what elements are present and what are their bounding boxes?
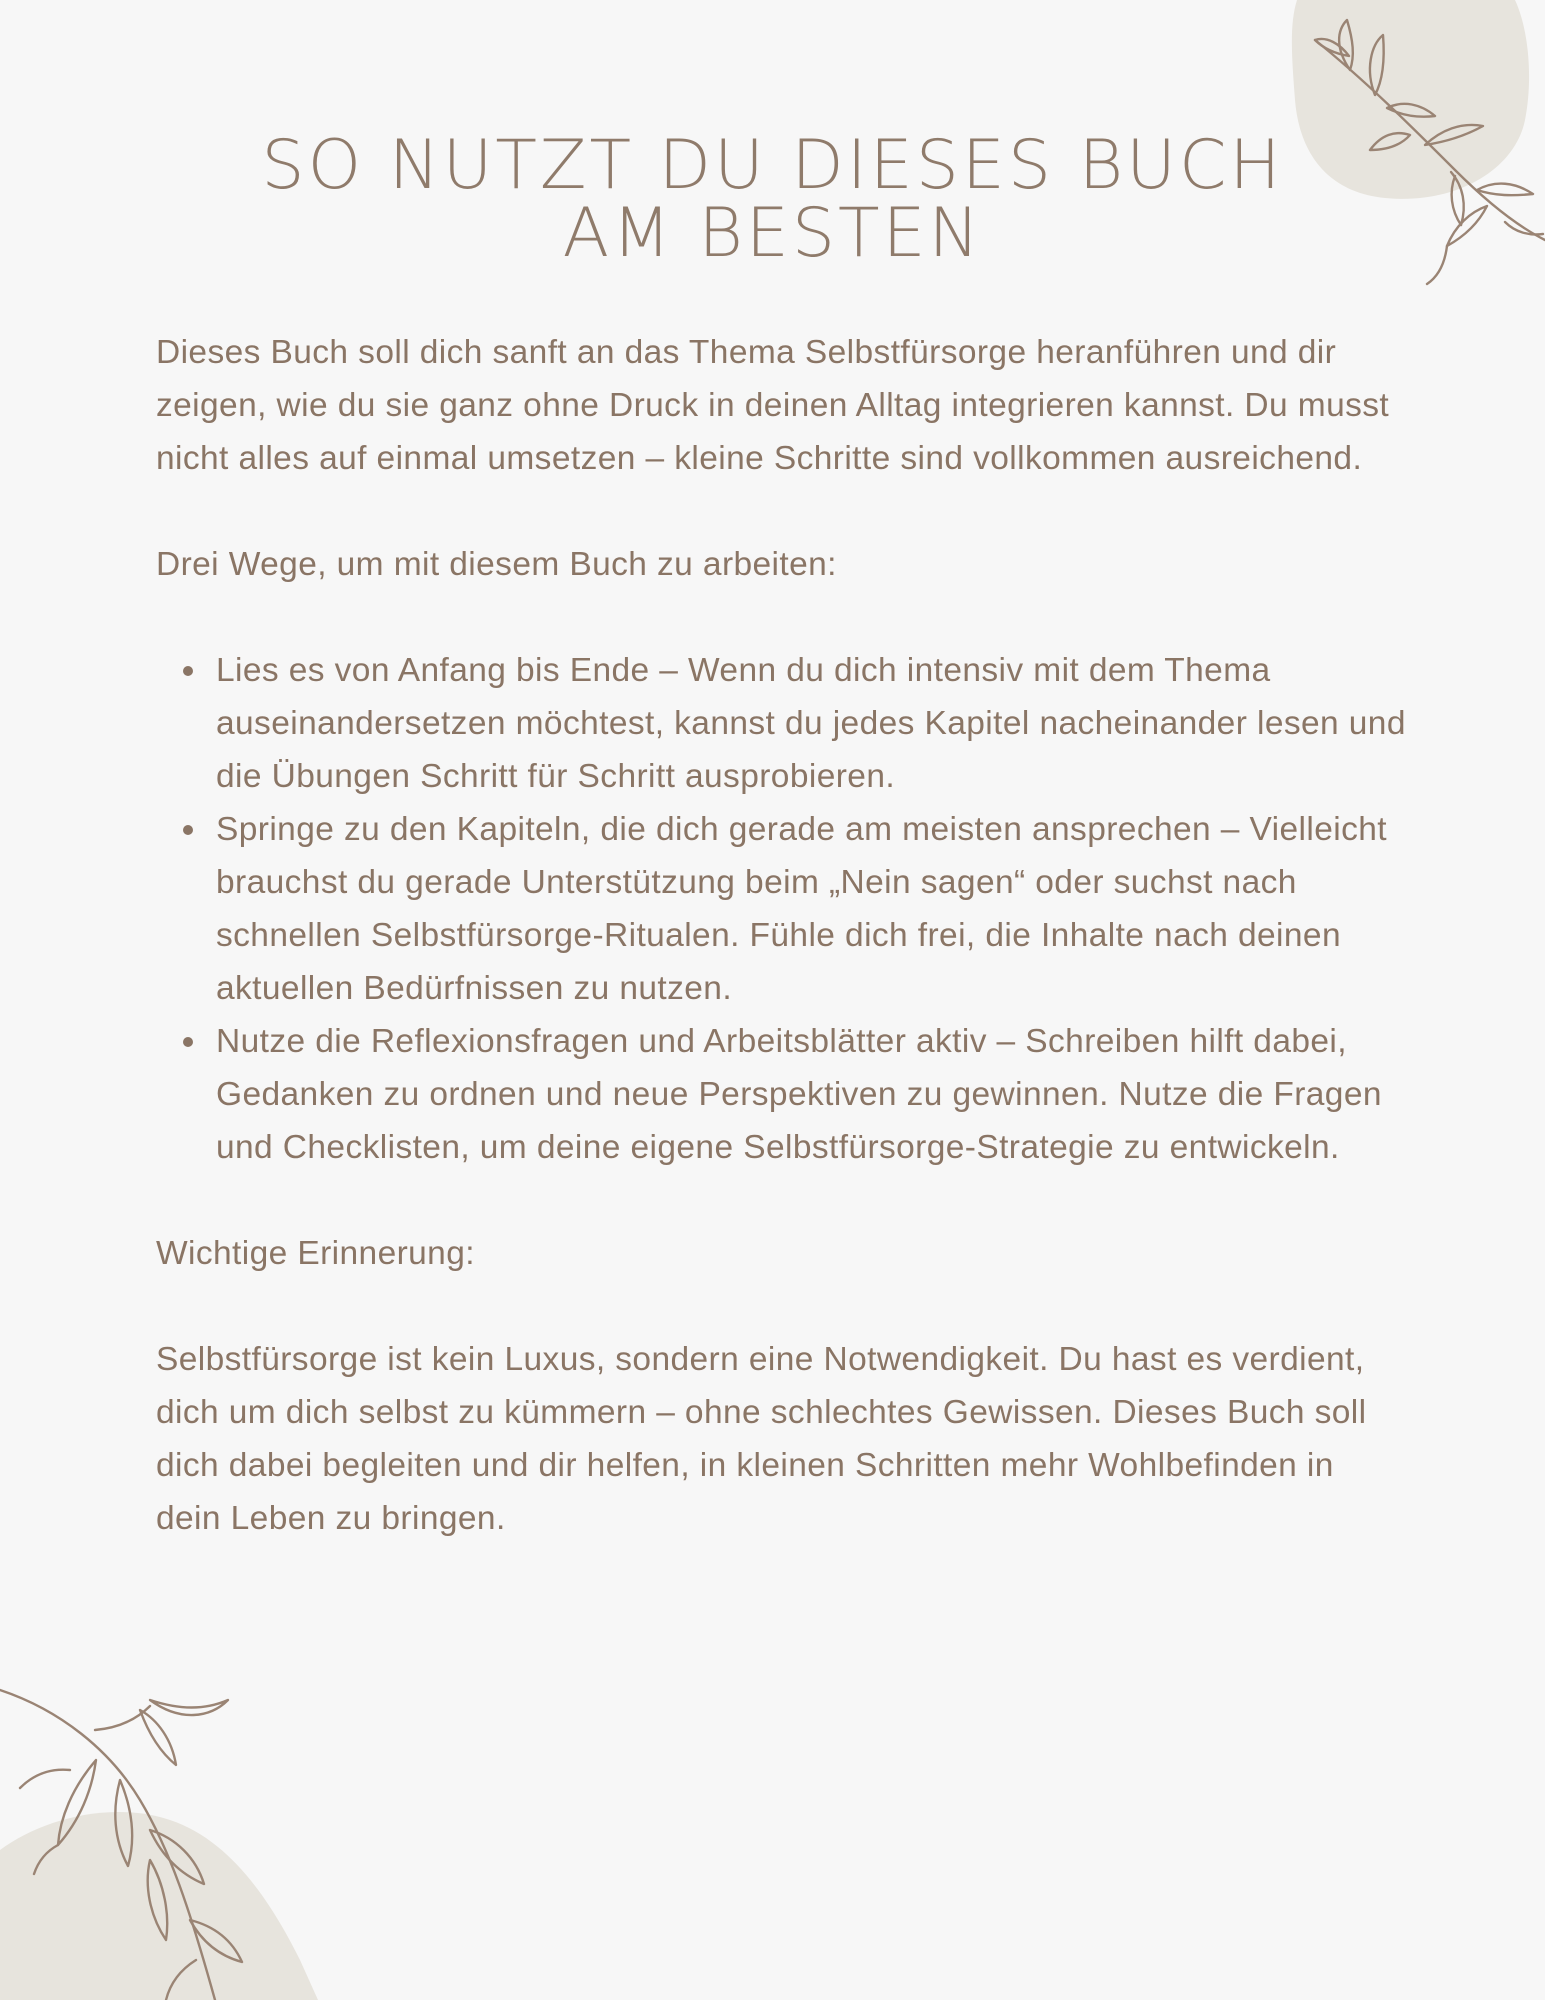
list-item: Lies es von Anfang bis Ende – Wenn du dich intensiv mit dem Thema auseinandersetzen möchtest, kannst du jedes Kapitel nacheinander lesen und die Übungen Schritt für Schritt ausprobieren. [216,644,1406,803]
leaf-branch-icon [1315,20,1545,284]
spacer [156,1174,1406,1227]
spacer [156,1280,1406,1333]
reminder-heading: Wichtige Erinnerung: [156,1235,475,1272]
ways-heading: Drei Wege, um mit diesem Buch zu arbeiten: [156,546,837,583]
page-title: SO NUTZT DU DIESES BUCH AM BESTEN [261,126,1284,273]
spacer [156,591,1406,644]
ways-list [156,644,1406,1174]
list-item: Springe zu den Kapiteln, die dich gerade am meisten ansprechen – Vielleicht brauchst du gerade Unterstützung beim „Nein sagen“ oder suchst nach schnellen Selbstfürsorge-Ritualen. Fühle dich frei, die Inhalte nach deinen aktuellen Bedürfnissen zu nutzen. [216,803,1406,1015]
page-content [156,326,1406,1545]
leaf-branch-icon [0,1690,242,2000]
blob-shape-bottom [0,1812,318,2000]
intro-paragraph: Dieses Buch soll dich sanft an das Thema Selbstfürsorge heranführen und dir zeigen, wie du sie ganz ohne Druck in deinen Alltag integrieren kannst. Du musst nicht alles auf einmal umsetzen – kleine Schritte sind vollkommen ausreichend. [156,334,1390,477]
spacer [156,485,1406,538]
leaf-branch-bottom-decoration [0,1670,340,2000]
list-item: Nutze die Reflexionsfragen und Arbeitsblätter aktiv – Schreiben hilft dabei, Gedanken zu ordnen und neue Perspektiven zu gewinnen. Nutze die Fragen und Checklisten, um deine eigene Selbstfürsorge-Strategie zu entwickeln. [216,1015,1406,1174]
reminder-paragraph: Selbstfürsorge ist kein Luxus, sondern eine Notwendigkeit. Du hast es verdient, dich um dich selbst zu kümmern – ohne schlechtes Gewissen. Dieses Buch soll dich dabei begleiten und dir helfen, in kleinen Schritten mehr Wohlbefinden in dein Leben zu bringen. [156,1341,1367,1537]
